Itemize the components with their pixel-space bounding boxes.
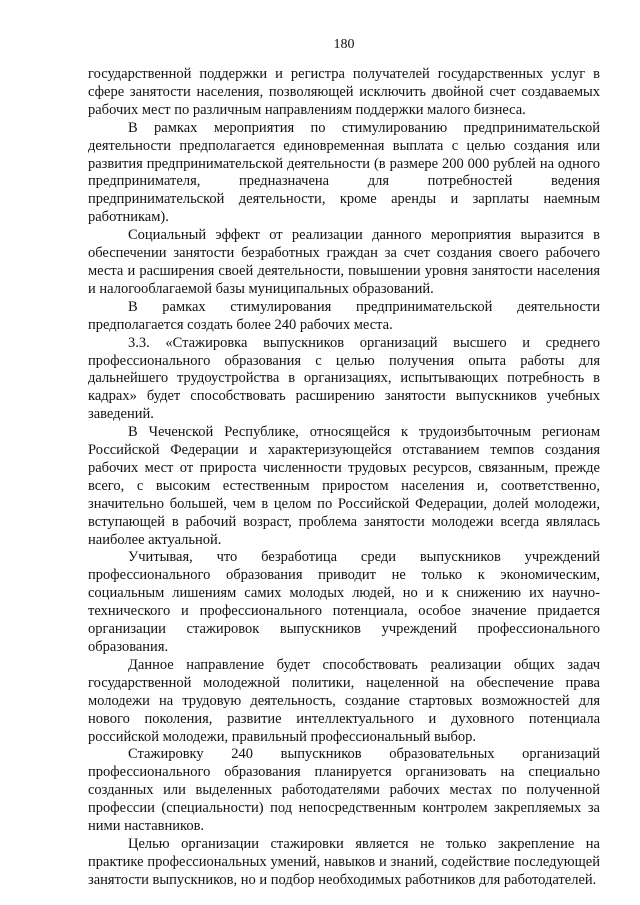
paragraph: Социальный эффект от реализации данного мероприятия выразится в обеспечении занятости безработных граждан за счет создания своего рабочего места и расширения своей деятельности, повышении уровня занятости населения и налогооблагаемой базы муниципальных образований.: [88, 227, 600, 297]
document-page: [88, 36, 600, 890]
paragraph: 3.3. «Стажировка выпускников организаций высшего и среднего профессионального образования с целью получения опыта работы для дальнейшего трудоустройства в организациях, испытывающих потребность в кадрах» будет способствовать расширению занятости выпускников учебных заведений.: [88, 334, 600, 423]
paragraph: В рамках мероприятия по стимулированию предпринимательской деятельности предполагается единовременная выплата с целью создания или развития предпринимательской деятельности (в размере 200 000 рублей на одного предпринимателя, предназначена для потребностей ведения предпринимательской деятельности, кроме аренды и зарплаты наемным работникам).: [88, 119, 600, 226]
page-number: 180: [333, 37, 355, 52]
paragraph: В рамках стимулирования предпринимательской деятельности предполагается создать более 240 рабочих места.: [88, 298, 600, 333]
paragraph: Учитывая, что безработица среди выпускников учреждений профессионального образования приводит не только к экономическим, социальным лишениям самих молодых людей, но и к снижению их научно-технического и профессионального потенциала, особое значение придается организации стажировок выпускников учреждений профессионального образования.: [88, 549, 600, 655]
document-body: [88, 66, 600, 890]
paragraph: Целью организации стажировки является не только закрепление на практике профессиональных умений, навыков и знаний, содействие последующей занятости выпускников, но и подбор необходимых работников для работодателей.: [88, 835, 600, 888]
paragraph: В Чеченской Республике, относящейся к трудоизбыточным регионам Российской Федерации и характеризующейся отставанием темпов создания рабочих мест от прироста численности трудовых ресурсов, связанным, прежде всего, с высоким естественным приростом населения и, соответственно, значительно большей, чем в целом по Российской Федерации, долей молодежи, вступающей в рабочий возраст, проблема занятости молодежи всегда являлась наиболее актуальной.: [88, 424, 600, 548]
paragraph: Данное направление будет способствовать реализации общих задач государственной молодежной политики, нацеленной на обеспечение права молодежи на трудовую деятельность, создание стартовых возможностей для нового поколения, развитие интеллектуального и духовного потенциала российской молодежи, правильный профессиональный выбор.: [88, 656, 600, 745]
paragraph: государственной поддержки и регистра получателей государственных услуг в сфере занятости населения, позволяющей исключить двойной счет создаваемых рабочих мест по различным направлениям поддержки малого бизнеса.: [88, 66, 600, 118]
paragraph: Стажировку 240 выпускников образовательных организаций профессионального образования планируется организовать на специально созданных или выделенных работодателями рабочих местах по полученной профессии (специальности) под непосредственным контролем закрепляемых за ними наставников.: [88, 746, 600, 835]
